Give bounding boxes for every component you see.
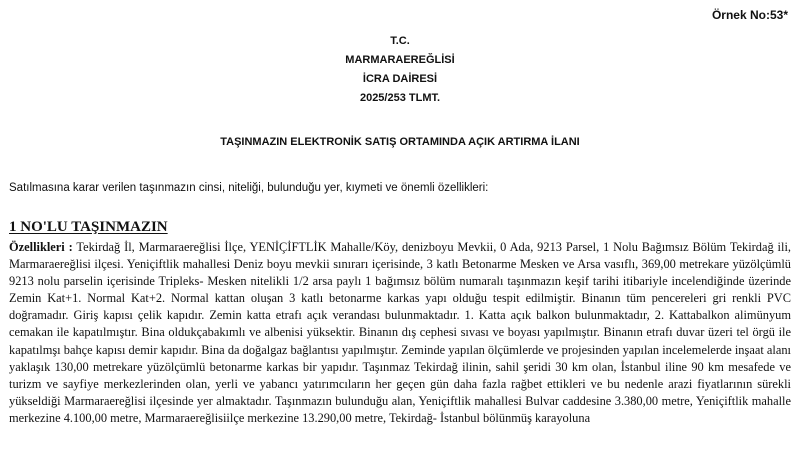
header-line-district: MARMARAEREĞLİSİ (345, 54, 455, 66)
header-line-file-number: 2025/253 TLMT. (359, 92, 441, 104)
notice-title: TAŞINMAZIN ELEKTRONİK SATIŞ ORTAMINDA AÇIK ARTIRMA İLANI (220, 136, 580, 148)
property-heading: 1 NO'LU TAŞINMAZIN (9, 219, 168, 235)
features-text: Tekirdağ İl, Marmaraereğlisi İlçe, YENİÇİFTLİK Mahalle/Köy, denizboyu Mevkii, 0 Ada, 9213 Parsel, 1 Nolu Bağımsız Bölüm Tekirdağ ili, Marmaraereğlisi ilçesi. Yeniçiftlik mahallesi Deniz boyu mevkii sınırarı içerisinde, 3 katlı Betonarme Mesken ve Arsa vasıflı, 369,00 metrekare yüzölçümlü 9213 nolu parselin içerisinde Tripleks- Mesken nitelikli 1/2 arsa paylı 1 bağımsız bölüm numaralı taşınmazın keşif tarihi itibariyle incelendiğinde üzerinde Zemin Kat+1. Normal Kat+2. Normal kattan oluşan 3 katlı betonarme karkas yapı olduğu tespit edilmiştir. Binanın tüm pencereleri gri renkli PVC doğramadır. Giriş kapısı çelik kapıdır. Zemin katta etrafı açık verandası bulunmaktadır. 1. Katta açık balkon bulunmaktadır, 2. Kattabalkon alimünyum cemakan ile kapatılmıştır. Bina oldukçabakımlı ve albenisi yüksektir. Binanın dış cephesi sıvası ve boyası yapılmıştır. Binanın etrafı duvar üzeri tel örgü ile kapatılmşı bahçe kapısı demir kapıdır. Bina da doğalgaz bağlantısı yapılmıştır. Zeminde yapılan ölçümlerde ve projesinden yapılan incelemelerde inşaat alanı yaklaşık 130,00 metrekare yüzölçümlü betonarme karkas bir yapıdır. Taşınmaz Tekirdağ ilinin, sahil şeridi 30 km olan, İstanbul iline 90 km mesafede ve turizm ve sayfiye merkezlerinden olan, yerli ve yabancı yatırımcıların her geçen gün daha fazla rağbet ettikleri ve bu nedenle arazi fiyatlarının sürekli yükseldiği Marmaraereğlisi ilçesinde yer almaktadır. Taşınmazın bulunduğu alan, Yeniçiftlik mahallesi Bulvar caddesine 3.380,00 metre, Yeniçiftlik mahalle merkezine 4.100,00 metre, Marmaraereğlisiilçe merkezine 13.290,00 metre, Tekirdağ- İstanbul bölünmüş karayoluna (9, 240, 791, 425)
property-features (9, 239, 791, 427)
header-line-country: T.C. (390, 35, 410, 47)
office-header (0, 32, 800, 108)
header-line-office: İCRA DAİRESİ (362, 73, 438, 85)
features-label: Özellikleri : (9, 240, 73, 254)
intro-text: Satılmasına karar verilen taşınmazın cinsi, niteliği, bulunduğu yer, kıymeti ve önemli özellikleri: (9, 182, 489, 194)
sample-number: Örnek No:53* (711, 8, 788, 22)
